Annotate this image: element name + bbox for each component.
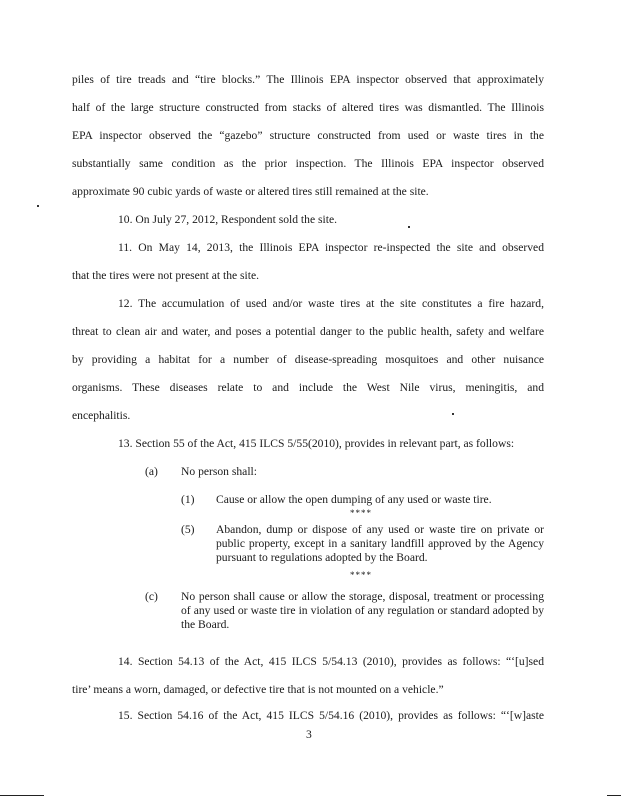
scan-edge-mark bbox=[0, 795, 44, 796]
omission-stars: **** bbox=[350, 508, 372, 518]
scan-speck bbox=[452, 413, 454, 415]
page-number: 3 bbox=[306, 728, 312, 741]
paragraph-15-line: 15. Section 54.16 of the Act, 415 ILCS 5/54.16 (2010), provides as follows: “‘[w]aste bbox=[118, 709, 544, 722]
scan-speck bbox=[37, 205, 39, 207]
omission-stars: **** bbox=[350, 570, 372, 580]
paragraph-line: EPA inspector observed the “gazebo” structure constructed from used or waste tires in the bbox=[72, 129, 544, 142]
paragraph-line: approximate 90 cubic yards of waste or altered tires still remained at the site. bbox=[72, 185, 429, 198]
subsection-a-text: No person shall: bbox=[181, 465, 257, 478]
paragraph-11-line: 11. On May 14, 2013, the Illinois EPA inspector re-inspected the site and observed bbox=[118, 241, 544, 254]
scan-edge-mark bbox=[607, 795, 621, 796]
paragraph-line: piles of tire treads and “tire blocks.” The Illinois EPA inspector observed that approximately bbox=[72, 73, 544, 86]
item-1-text: Cause or allow the open dumping of any used or waste tire. bbox=[216, 493, 492, 506]
item-1-number: (1) bbox=[181, 493, 195, 506]
paragraph-line: substantially same condition as the prior inspection. The Illinois EPA inspector observed bbox=[72, 157, 544, 170]
paragraph-13: 13. Section 55 of the Act, 415 ILCS 5/55(2010), provides in relevant part, as follows: bbox=[118, 437, 515, 450]
paragraph-10: 10. On July 27, 2012, Respondent sold the site. bbox=[118, 213, 337, 226]
paragraph-12-line: threat to clean air and water, and poses a potential danger to the public health, safety and welfare bbox=[72, 325, 544, 338]
paragraph-line: half of the large structure constructed from stacks of altered tires was dismantled. The Illinois bbox=[72, 101, 544, 114]
item-5-text: Abandon, dump or dispose of any used or waste tire on private or public property, except in a sanitary landfill approved by the Agency pursuant to regulations adopted by the Board. bbox=[216, 523, 544, 564]
item-5-number: (5) bbox=[181, 523, 195, 536]
subsection-c-text: No person shall cause or allow the storage, disposal, treatment or processing of any used or waste tire in violation of any regulation or standard adopted by the Board. bbox=[181, 590, 544, 631]
scan-speck bbox=[408, 226, 410, 228]
paragraph-12-line: encephalitis. bbox=[72, 409, 131, 422]
paragraph-11-line: that the tires were not present at the site. bbox=[72, 269, 260, 282]
paragraph-12-line: 12. The accumulation of used and/or waste tires at the site constitutes a fire hazard, bbox=[118, 297, 544, 310]
subsection-a-label: (a) bbox=[145, 465, 158, 478]
paragraph-12-line: organisms. These diseases relate to and include the West Nile virus, meningitis, and bbox=[72, 381, 544, 394]
subsection-c-label: (c) bbox=[145, 590, 158, 603]
paragraph-14-line: 14. Section 54.13 of the Act, 415 ILCS 5/54.13 (2010), provides as follows: “‘[u]sed bbox=[118, 655, 544, 668]
paragraph-12-line: by providing a habitat for a number of disease-spreading mosquitoes and other nuisance bbox=[72, 353, 544, 366]
paragraph-14-line: tire’ means a worn, damaged, or defective tire that is not mounted on a vehicle.” bbox=[72, 683, 444, 696]
